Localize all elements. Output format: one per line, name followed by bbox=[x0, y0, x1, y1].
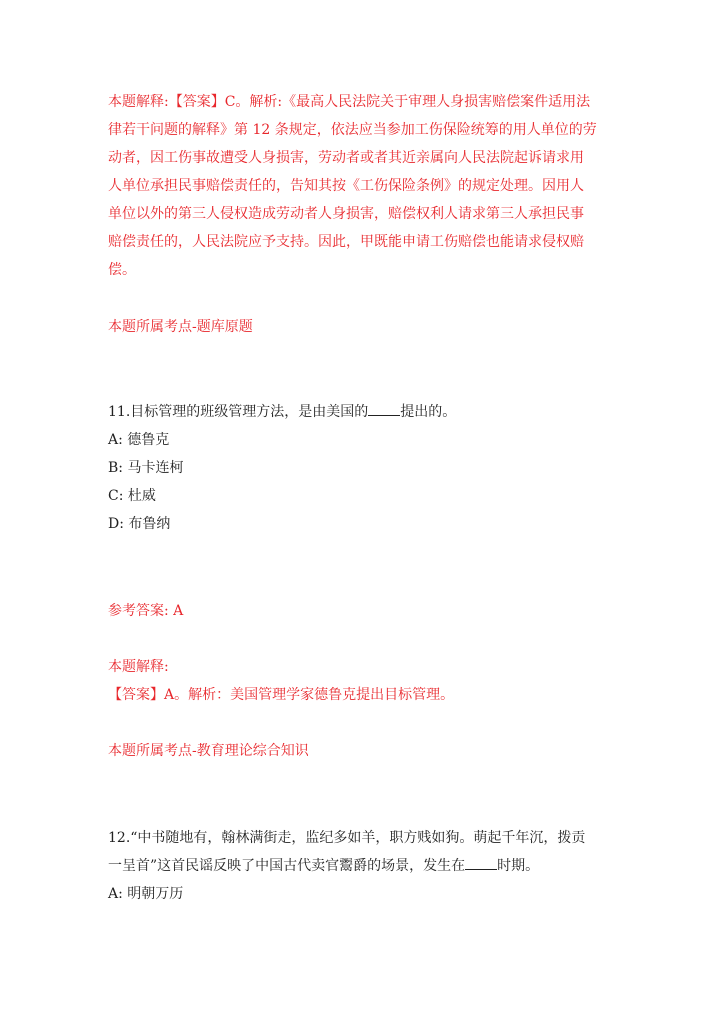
q12-options bbox=[108, 880, 613, 908]
q11-stem-after: 提出的。 bbox=[400, 404, 457, 420]
q10-category-text: 本题所属考点-题库原题 bbox=[108, 319, 253, 335]
q11-option-d: D: 布鲁纳 bbox=[108, 516, 171, 532]
q11-explanation bbox=[108, 653, 613, 709]
q10-explanation-line: 律若干问题的解释》第 12 条规定，依法应当参加工伤保险统筹的用人单位的劳 bbox=[108, 122, 597, 138]
answer-blank bbox=[368, 401, 400, 416]
q12-stem-line: 12.“中书随地有，翰林满街走，监纪多如羊，职方贱如狗。萌起千年沉，拨贡 bbox=[108, 830, 586, 846]
q10-explanation-line: 本题解释:【答案】C。解析:《最高人民法院关于审理人身损害赔偿案件适用法 bbox=[108, 94, 591, 110]
q11-option-c: C: 杜威 bbox=[108, 488, 156, 504]
q10-explanation bbox=[108, 88, 613, 284]
q11-stem-line bbox=[108, 398, 613, 426]
q11-options bbox=[108, 426, 613, 538]
q10-category bbox=[108, 313, 613, 341]
q10-explanation-line: 单位以外的第三人侵权造成劳动者人身损害，赔偿权利人请求第三人承担民事 bbox=[108, 206, 584, 222]
q11-option-b: B: 马卡连柯 bbox=[108, 460, 184, 476]
q12-stem-line bbox=[108, 852, 613, 880]
q11-category-text: 本题所属考点-教育理论综合知识 bbox=[108, 743, 309, 759]
q11-option-a: A: 德鲁克 bbox=[108, 432, 170, 448]
q11-explanation-label: 本题解释: bbox=[108, 659, 169, 675]
q11-stem bbox=[108, 398, 613, 426]
q10-explanation-line: 人单位承担民事赔偿责任的，告知其按《工伤保险条例》的规定处理。因用人 bbox=[108, 178, 584, 194]
q11-category bbox=[108, 737, 613, 765]
q12-stem-after: 时期。 bbox=[497, 858, 540, 874]
q12-stem bbox=[108, 824, 613, 880]
q11-explanation-text: 【答案】A。解析：美国管理学家德鲁克提出目标管理。 bbox=[108, 687, 455, 703]
q10-explanation-line: 赔偿责任的，人民法院应予支持。因此，甲既能申请工伤赔偿也能请求侵权赔 bbox=[108, 234, 584, 250]
q11-stem-before: 11.目标管理的班级管理方法，是由美国的 bbox=[108, 404, 369, 420]
q10-explanation-line: 动者，因工伤事故遭受人身损害，劳动者或者其近亲属向人民法院起诉请求用 bbox=[108, 150, 584, 166]
q11-answer bbox=[108, 597, 613, 625]
q10-explanation-line: 偿。 bbox=[108, 262, 136, 278]
answer-blank bbox=[465, 855, 497, 870]
q12-option-a: A: 明朝万历 bbox=[108, 886, 184, 902]
q11-answer-text: 参考答案: A bbox=[108, 603, 184, 619]
q12-stem-before: 一呈首”这首民谣反映了中国古代卖官鬻爵的场景，发生在 bbox=[108, 858, 466, 874]
